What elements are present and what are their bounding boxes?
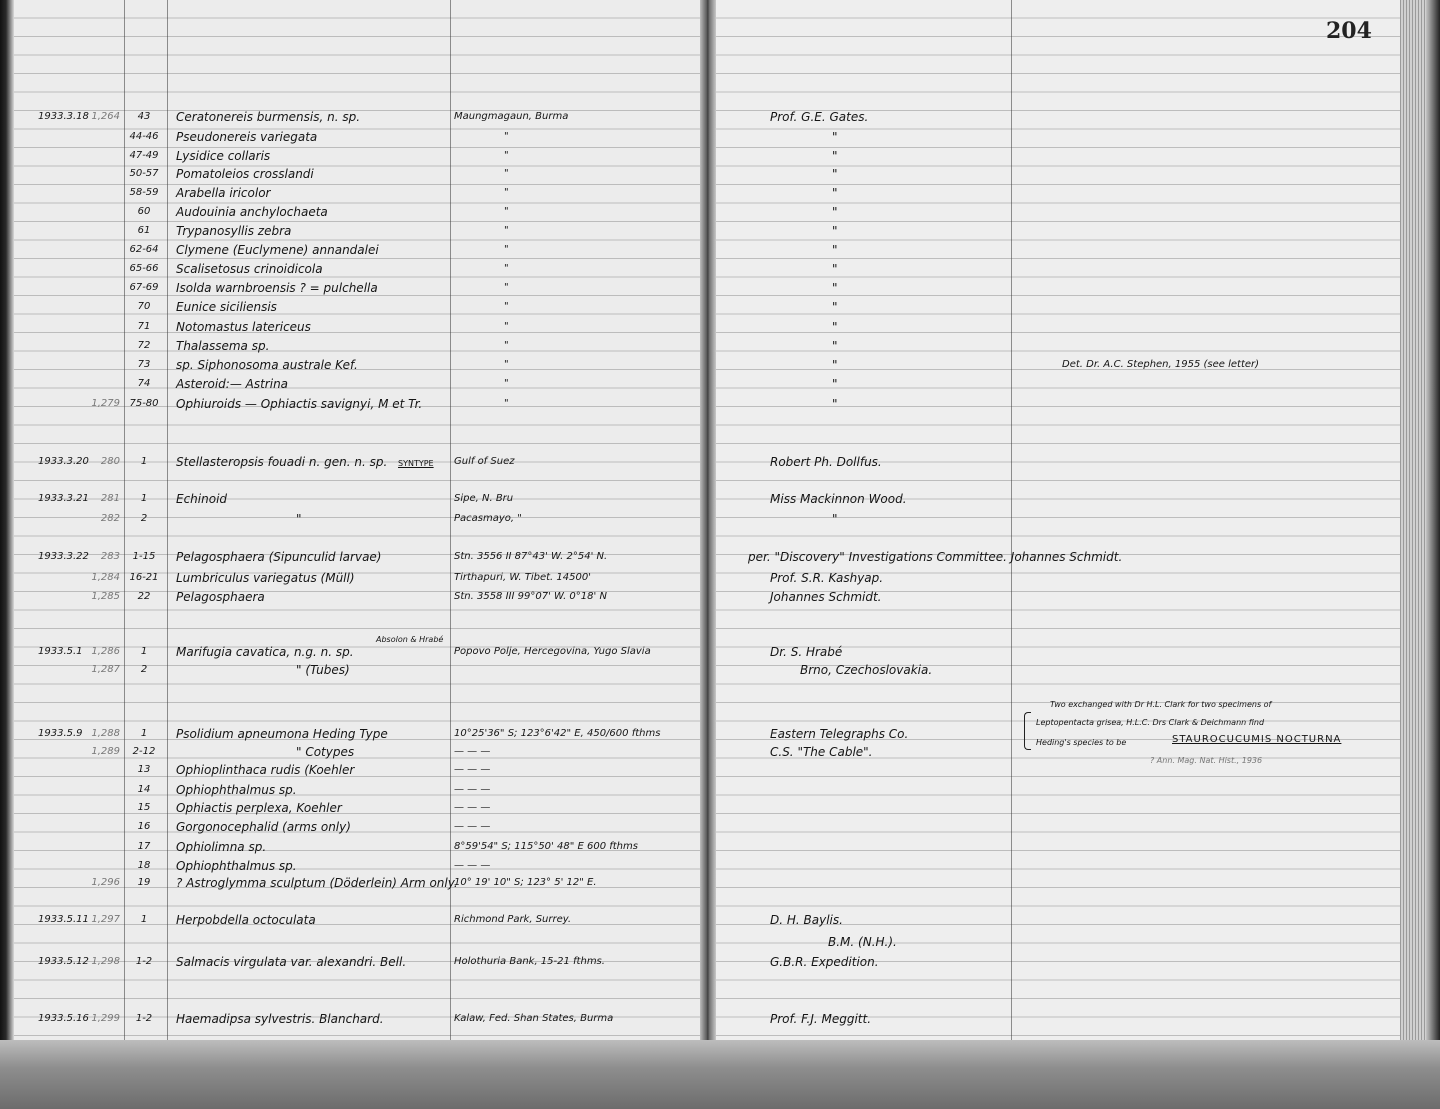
entry-num: 1: [140, 646, 148, 657]
entry-date: 1933.3.18: [38, 111, 89, 122]
entry-species: Asteroid:— Astrina: [176, 377, 289, 391]
entry-num: 16-21: [129, 572, 159, 583]
entry-donor: ": [832, 339, 838, 353]
entry-donor: per. "Discovery" Investigations Committee. Johannes Schmidt.: [748, 550, 1123, 564]
entry-donor: B.M. (N.H.).: [828, 935, 897, 949]
remark-exchange-line: Two exchanged with Dr H.L. Clark for two specimens of: [1050, 700, 1272, 709]
entry-species: Gorgonocephalid (arms only): [176, 820, 351, 834]
entry-reg: 1,287: [91, 664, 120, 675]
entry-reg: 282: [100, 513, 120, 524]
entry-num: 2: [140, 664, 148, 675]
entry-donor: G.B.R. Expedition.: [770, 955, 879, 969]
entry-donor: Eastern Telegraphs Co.: [770, 727, 909, 741]
entry-reg: 281: [100, 493, 120, 504]
entry-locality: ": [504, 378, 509, 389]
entry-locality: — — —: [454, 784, 491, 795]
entry-species: Ophiactis perplexa, Koehler: [176, 801, 342, 815]
entry-num: 19: [137, 877, 151, 888]
entry-species: sp. Siphonosoma australe Kef.: [176, 358, 358, 372]
remark-exchange-name: STAUROCUCUMIS NOCTURNA: [1172, 734, 1342, 745]
entry-species: Arabella iricolor: [176, 186, 271, 200]
entry-num: 18: [137, 860, 151, 871]
entry-locality: ": [504, 359, 509, 370]
entry-num: 16: [137, 821, 151, 832]
entry-reg: 283: [100, 551, 120, 562]
entry-donor: Dr. S. Hrabé: [770, 645, 843, 659]
entry-num: 15: [137, 802, 151, 813]
entry-reg: 1,285: [91, 591, 120, 602]
entry-locality: ": [504, 168, 509, 179]
entry-date: 1933.3.20: [38, 456, 89, 467]
entry-donor: Prof. G.E. Gates.: [770, 110, 869, 124]
entry-species: Lumbriculus variegatus (Müll): [176, 571, 355, 585]
entry-species: Thalassema sp.: [176, 339, 270, 353]
entry-num: 2: [140, 513, 148, 524]
entry-locality: ": [504, 340, 509, 351]
entry-locality: Stn. 3556 II 87°43' W. 2°54' N.: [454, 551, 608, 562]
entry-locality: 10°25'36" S; 123°6'42" E, 450/600 fthms: [454, 728, 661, 739]
entry-num: 72: [137, 340, 151, 351]
entry-locality: ": [504, 263, 509, 274]
entry-num: 75-80: [129, 398, 159, 409]
entry-species: Audouinia anchylochaeta: [176, 205, 328, 219]
entry-date: 1933.5.16: [38, 1013, 89, 1024]
entry-donor: ": [832, 205, 838, 219]
entry-species: Ophioplinthaca rudis (Koehler: [176, 763, 355, 777]
entry-species: Herpobdella octoculata: [176, 913, 316, 927]
entry-donor: ": [832, 358, 838, 372]
entry-num: 71: [137, 321, 151, 332]
remark-exchange-line: Leptopentacta grisea, H.L.C. Drs Clark & Deichmann find: [1036, 718, 1265, 727]
entry-num: 2-12: [132, 746, 156, 757]
entry-locality: ": [504, 282, 509, 293]
entry-locality: ": [504, 244, 509, 255]
entry-locality: ": [504, 301, 509, 312]
entry-donor: Miss Mackinnon Wood.: [770, 492, 907, 506]
entry-locality: ": [504, 225, 509, 236]
entry-num: 58-59: [129, 187, 159, 198]
remark-exchange-line: Heding's species to be: [1036, 738, 1127, 747]
entry-locality: Tirthapuri, W. Tibet. 14500': [454, 572, 591, 583]
remark-stephen: Det. Dr. A.C. Stephen, 1955 (see letter): [1062, 359, 1260, 370]
entry-donor: ": [832, 281, 838, 295]
entry-species: Lysidice collaris: [176, 149, 271, 163]
entry-species: Ophiolimna sp.: [176, 840, 267, 854]
entry-num: 61: [137, 225, 151, 236]
entry-donor: ": [832, 130, 838, 144]
entry-locality: Kalaw, Fed. Shan States, Burma: [454, 1013, 614, 1024]
entry-date: 1933.5.9: [38, 728, 83, 739]
entry-donor: Johannes Schmidt.: [770, 590, 882, 604]
entry-date: 1933.5.1: [38, 646, 83, 657]
remark-exchange-line: ? Ann. Mag. Nat. Hist., 1936: [1150, 756, 1263, 765]
entry-num: 44-46: [129, 131, 159, 142]
entry-species: Ophiophthalmus sp.: [176, 783, 297, 797]
book-spine: [700, 0, 716, 1040]
entry-donor: Prof. F.J. Meggitt.: [770, 1012, 872, 1026]
entry-num: 73: [137, 359, 151, 370]
entry-locality: ": [504, 150, 509, 161]
entry-num: 22: [137, 591, 151, 602]
entry-donor: Prof. S.R. Kashyap.: [770, 571, 884, 585]
entry-num: 1: [140, 456, 148, 467]
entry-species: Ophiophthalmus sp.: [176, 859, 297, 873]
entry-donor: Brno, Czechoslovakia.: [800, 663, 933, 677]
entry-donor: ": [832, 243, 838, 257]
column-rule: [167, 0, 168, 1040]
entry-species: Ceratonereis burmensis, n. sp.: [176, 110, 361, 124]
entry-reg: 1,284: [91, 572, 120, 583]
entry-donor: C.S. "The Cable".: [770, 745, 873, 759]
entry-num: 13: [137, 764, 151, 775]
entry-donor: ": [832, 512, 838, 526]
entry-donor: ": [832, 149, 838, 163]
entry-species: Notomastus latericeus: [176, 320, 311, 334]
entry-donor: ": [832, 186, 838, 200]
entry-species: Psolidium apneumona Heding Type: [176, 727, 388, 741]
entry-num: 1-2: [135, 956, 153, 967]
entry-num: 47-49: [129, 150, 159, 161]
entry-num: 60: [137, 206, 151, 217]
entry-locality: ": [504, 398, 509, 409]
entry-num: 17: [137, 841, 151, 852]
entry-reg: 1,289: [91, 746, 120, 757]
entry-species: Trypanosyllis zebra: [176, 224, 292, 238]
entry-reg: 1,264: [91, 111, 120, 122]
entry-species: Pomatoleios crosslandi: [176, 167, 314, 181]
entry-species: Isolda warnbroensis ? = pulchella: [176, 281, 378, 295]
entry-locality: ": [504, 206, 509, 217]
entry-date: 1933.3.21: [38, 493, 89, 504]
entry-locality: — — —: [454, 746, 491, 757]
book-bottom-edge: [0, 1040, 1440, 1109]
entry-reg: 1,296: [91, 877, 120, 888]
entry-donor: ": [832, 300, 838, 314]
entry-date: 1933.5.12: [38, 956, 89, 967]
column-rule: [1011, 0, 1012, 1040]
entry-note: Absolon & Hrabé: [376, 635, 444, 644]
entry-num: 1: [140, 728, 148, 739]
entry-reg: 1,299: [91, 1013, 120, 1024]
entry-locality: Holothuria Bank, 15-21 fthms.: [454, 956, 605, 967]
entry-reg: 1,286: [91, 646, 120, 657]
entry-date: 1933.5.11: [38, 914, 89, 925]
entry-species: Eunice siciliensis: [176, 300, 277, 314]
entry-reg: 1,288: [91, 728, 120, 739]
entry-reg: 1,298: [91, 956, 120, 967]
entry-locality: Popovo Polje, Hercegovina, Yugo Slavia: [454, 646, 651, 657]
entry-num: 65-66: [129, 263, 159, 274]
entry-species: Pelagosphaera (Sipunculid larvae): [176, 550, 382, 564]
entry-species: ": [296, 512, 302, 526]
entry-donor: ": [832, 377, 838, 391]
entry-num: 1-2: [135, 1013, 153, 1024]
entry-locality: — — —: [454, 821, 491, 832]
page-number: 204: [1326, 18, 1372, 44]
entry-species: Pseudonereis variegata: [176, 130, 318, 144]
entry-num: 1: [140, 493, 148, 504]
entry-donor: ": [832, 320, 838, 334]
entry-reg: 1,279: [91, 398, 120, 409]
entry-locality: 10° 19' 10" S; 123° 5' 12" E.: [454, 877, 597, 888]
entry-locality: ": [504, 187, 509, 198]
entry-num: 1: [140, 914, 148, 925]
entry-species: " (Tubes): [296, 663, 350, 677]
entry-species: Salmacis virgulata var. alexandri. Bell.: [176, 955, 407, 969]
entry-num: 67-69: [129, 282, 159, 293]
entry-species: Ophiuroids — Ophiactis savignyi, M et Tr.: [176, 397, 423, 411]
entry-species: Haemadipsa sylvestris. Blanchard.: [176, 1012, 384, 1026]
entry-locality: Sipe, N. Bru: [454, 493, 514, 504]
bracket-mark: [1024, 712, 1031, 750]
entry-locality: — — —: [454, 860, 491, 871]
entry-species: Clymene (Euclymene) annandalei: [176, 243, 379, 257]
entry-reg: 1,297: [91, 914, 120, 925]
entry-locality: Stn. 3558 III 99°07' W. 0°18' N: [454, 591, 607, 602]
entry-num: 70: [137, 301, 151, 312]
entry-num: 50-57: [129, 168, 159, 179]
entry-species: Stellasteropsis fouadi n. gen. n. sp.: [176, 455, 388, 469]
entry-donor: Robert Ph. Dollfus.: [770, 455, 882, 469]
entry-donor: ": [832, 397, 838, 411]
entry-locality: Gulf of Suez: [454, 456, 515, 467]
entry-species: Echinoid: [176, 492, 228, 506]
entry-species: Marifugia cavatica, n.g. n. sp.: [176, 645, 354, 659]
entry-locality: 8°59'54" S; 115°50' 48" E 600 fthms: [454, 841, 638, 852]
entry-locality: — — —: [454, 764, 491, 775]
entry-num: 74: [137, 378, 151, 389]
entry-species: Pelagosphaera: [176, 590, 265, 604]
entry-num: 1-15: [132, 551, 156, 562]
entry-species: Scalisetosus crinoidicola: [176, 262, 323, 276]
entry-num: 43: [137, 111, 151, 122]
entry-donor: ": [832, 167, 838, 181]
page-edges: [1400, 0, 1426, 1109]
entry-donor: D. H. Baylis.: [770, 913, 843, 927]
entry-reg: 280: [100, 456, 120, 467]
entry-locality: ": [504, 321, 509, 332]
entry-locality: ": [504, 131, 509, 142]
entry-date: 1933.3.22: [38, 551, 89, 562]
entry-donor: ": [832, 262, 838, 276]
entry-locality: Pacasmayo, ": [454, 513, 522, 524]
entry-species: " Cotypes: [296, 745, 355, 759]
right-page: [712, 0, 1402, 1040]
entry-num: 14: [137, 784, 151, 795]
entry-locality: Richmond Park, Surrey.: [454, 914, 572, 925]
entry-locality: — — —: [454, 802, 491, 813]
entry-num: 62-64: [129, 244, 159, 255]
entry-locality: Maungmagaun, Burma: [454, 111, 569, 122]
entry-tag: SYNTYPE: [398, 459, 434, 468]
entry-donor: ": [832, 224, 838, 238]
entry-species: ? Astroglymma sculptum (Döderlein) Arm only.: [176, 876, 458, 890]
